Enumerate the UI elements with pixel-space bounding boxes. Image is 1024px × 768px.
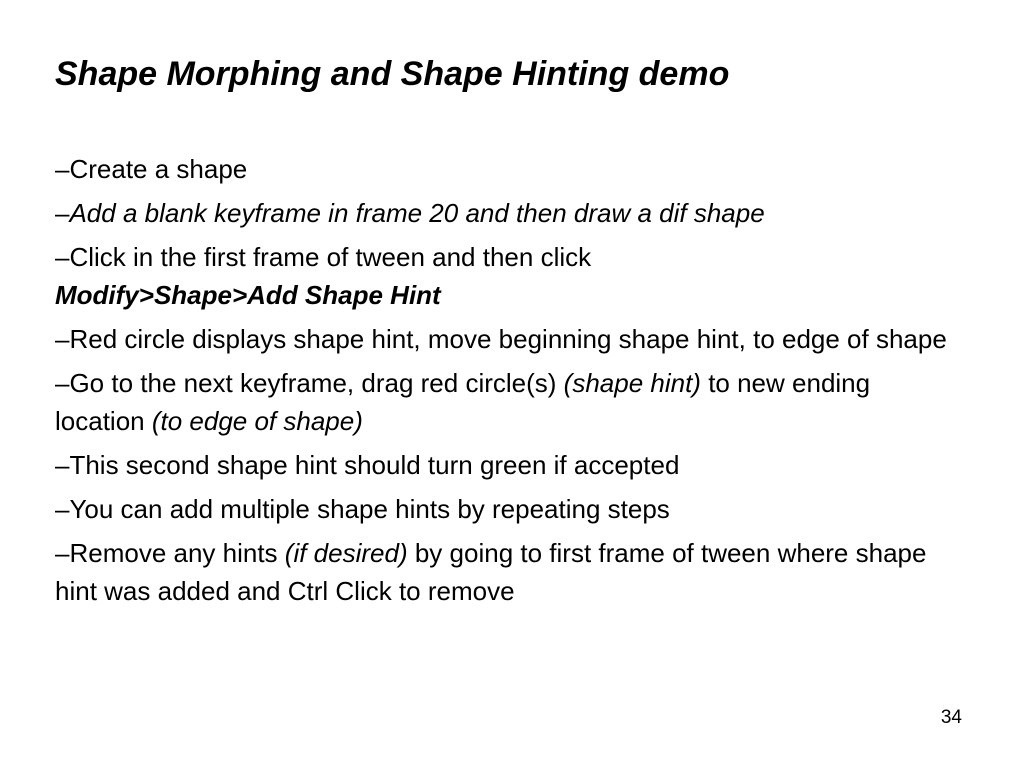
bullet-text-segment: by going to first frame of tween where shape hint was added and Ctrl Click to remove bbox=[55, 538, 927, 606]
bullet-text-segment: –Create a shape bbox=[55, 154, 248, 184]
bullet-text-segment: –This second shape hint should turn green if accepted bbox=[55, 450, 680, 480]
bullet-text-segment: –You can add multiple shape hints by repeating steps bbox=[55, 494, 670, 524]
bullet-text-segment: –Red circle displays shape hint, move beginning shape hint, to edge of shape bbox=[55, 324, 947, 354]
bullet-text-segment: to new ending location bbox=[55, 368, 871, 436]
bullet-item bbox=[55, 446, 955, 484]
bullet-text-segment: Add a blank keyframe in frame 20 and then draw a dif shape bbox=[69, 198, 765, 228]
bullet-text-segment: –Remove any hints bbox=[55, 538, 285, 568]
bullet-text-segment: (shape hint) bbox=[563, 368, 701, 398]
bullet-text-segment: –Go to the next keyframe, drag red circle(s) bbox=[55, 368, 564, 398]
bullet-text-segment: Modify>Shape>Add Shape Hint bbox=[55, 280, 441, 310]
bullet-item bbox=[55, 534, 955, 610]
bullet-item bbox=[55, 320, 955, 358]
bullet-item bbox=[55, 150, 955, 188]
bullet-text-segment: –Click in the first frame of tween and then click bbox=[55, 242, 592, 272]
bullet-text-segment: – bbox=[55, 198, 70, 228]
bullet-item bbox=[55, 238, 955, 314]
bullet-list bbox=[55, 150, 955, 616]
bullet-text-segment: (to edge of shape) bbox=[151, 406, 363, 436]
page-number: 34 bbox=[940, 707, 962, 728]
bullet-item bbox=[55, 364, 955, 440]
bullet-item bbox=[55, 490, 955, 528]
bullet-text-segment: (if desired) bbox=[284, 538, 408, 568]
bullet-item bbox=[55, 194, 955, 232]
slide-title: Shape Morphing and Shape Hinting demo bbox=[55, 55, 730, 93]
